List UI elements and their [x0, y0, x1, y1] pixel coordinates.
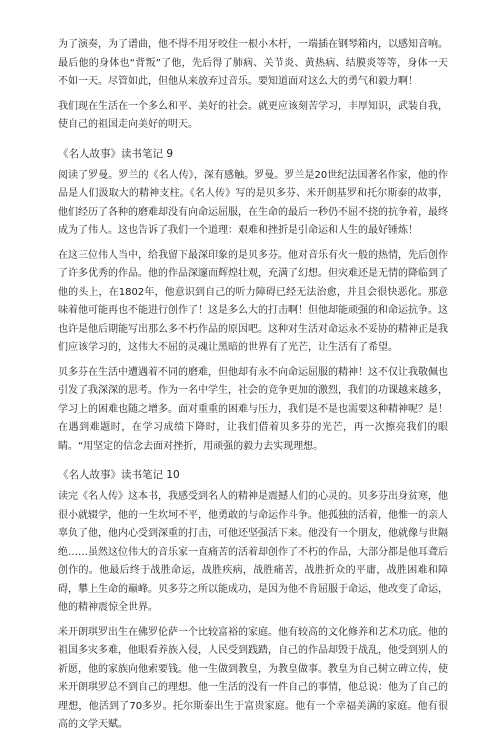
paragraph-5: 贝多芬在生活中遭遇着不同的磨难，但他却有永不向命运屈服的精神！这不仅让我敬佩也引发了我深深的思考。作为一名中学生，社会的竞争更加的激烈，我们的功课越来越多，学习上的困难也随之增多。面对重重的困难与压力，我们是不是也需要这种精神呢？是！在遇到难题时，在学习成绩下降时，让我们借着贝多芬的光芒，再一次擦亮我们的眼睛。“用坚定的信念去面对挫折，用顽强的毅力去实现理想。	[58, 366, 448, 452]
paragraph-3: 阅读了罗曼。罗兰的《名人传》，深有感触。罗曼。罗兰是20世纪法国著名作家，他的作品是人们汲取大的精神支柱。《名人传》写的是贝多芬、米开朗基罗和托尔斯泰的故事，他们经历了各种的磨难却没有向命运屈服，在生命的最后一秒仍不屈不挠的抗争着，最终成为了伟人。这也告诉了我们一个道理：艰难和挫折是引命运和人生的最好锤炼！	[58, 169, 448, 236]
section-heading-9: 《名人故事》读书笔记 9	[58, 147, 174, 160]
paragraph-6: 读完《名人传》这本书，我感受到名人的精神是震撼人们的心灵的。贝多芬出身贫寒，他很小就辍学，他的一生坎坷不平，他勇敢的与命运作斗争。他孤独的活着，他惟一的亲人辜负了他，他内心受到深重的打击，可他还坚强活下来。他没有一个朋友，他就像与世隔绝……虽然这位伟大的音乐家一直痛苦的活着却创作了不朽的作品，大部分都是他耳聋后创作的。他最后终于战胜命运，战胜疾病，战胜痛苦，战胜折众的平庸，战胜困难和障碍，攀上生命的巅峰。贝多芬之所以能成功，是因为他不肯屈服于命运，他改变了命运，他的精神震惊全世界。	[58, 491, 448, 613]
paragraph-7: 米开朗琪罗出生在佛罗伦萨一个比较富裕的家庭。他有较高的文化修养和艺术功底。他的祖国多灾多难，他眼看养族入侵，人民受到践踏，自己的作品却毁于战乱，他受到别人的祈愿，他的家族向他索要钱。他一生做到教皇，为教皇做事。教皇为自己树立碑立传，使米开朗琪罗总不到自己的理想。他一生活的没有一件自己的事情，他总说：他为了自己的理想，他活到了70多岁。托尔斯泰出生于富贵家庭。他有一个幸福美满的家庭。他有很高的文学天赋。	[58, 626, 448, 730]
document-body	[58, 36, 448, 741]
paragraph-4: 在这三位伟人当中，给我留下最深印象的是贝多芬。他对音乐有火一般的热情，先后创作了许多优秀的作品。他的作品深邃而辉煌壮观，充满了幻想。但灾难还是无情的降临到了他的头上，在1802年，他意识到自己的听力障碍已经无法治愈，并且会很快恶化。那意味着他可能再也不能进行创作了！这是多么大的打击啊！但他却能顽强的和命运抗争。这也许是他后期能写出那么多不朽作品的原因吧。这种对生活对命运永不妥协的精神正是我们应该学习的，这伟大不屈的灵魂让黑暗的世界有了光芒，让生活有了希望。	[58, 249, 448, 353]
paragraph-2: 我们现在生活在一个多么和平、美好的社会。就更应该刻苦学习，丰厚知识，武装自我，使自己的祖国走向美好的明天。	[58, 100, 448, 130]
paragraph-1: 为了演奏，为了谱曲，他不得不用牙咬住一根小木杆，一端插在钢琴箱内，以感知音响。最后他的身体也“背叛”了他，先后得了肺病、关节炎、黄热病、结膜炎等等，身体一天不如一天。尽管如此，但他从来放弃过音乐。要知道面对这么大的勇气和毅力啊！	[58, 39, 448, 87]
section-heading-10: 《名人故事》读书笔记 10	[58, 469, 180, 481]
